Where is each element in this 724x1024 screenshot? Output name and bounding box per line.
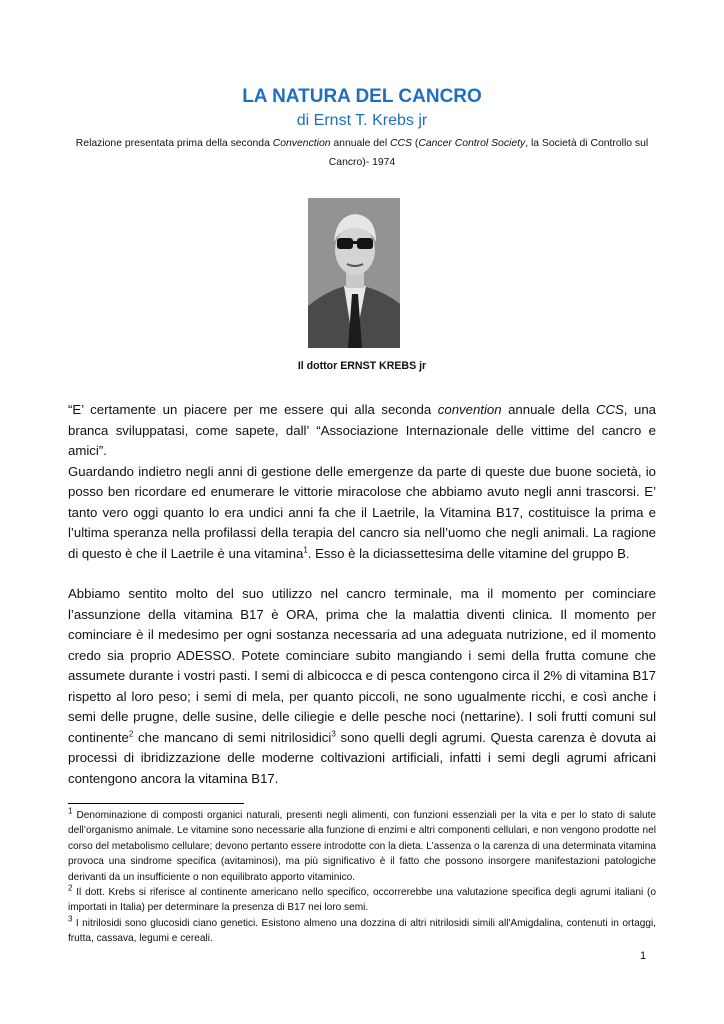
subtitle-text: annuale del [330,138,391,149]
footnote-text: Il dott. Krebs si riferisce al continente americano nello specifico, occorrerebbe una valutazione specifica degli agrumi italiani (o importati in Italia) per determinare la presenza di B17 nei loro semi. [68,887,656,914]
footnote-number: 3 [68,914,73,924]
document-subtitle [64,134,660,172]
text-run: sono quelli degli agrumi. Questa carenza è dovuta ai processi di ibridizzazione delle moderne coltivazioni artificiali, infatti i semi degli agrumi africani contengono ancora la vitamina B17. [68,729,657,786]
paragraph-2 [68,462,656,565]
footnote-ref-2[interactable]: 2 [128,729,134,739]
footnote-3 [68,916,656,947]
subtitle-ccs: CCS [390,138,412,149]
footnote-number: 2 [68,883,73,893]
footnote-text: Denominazione di composti organici naturali, presenti negli alimenti, con funzioni essenziali per la vita e per lo stato di salute dell’organismo animale. Le vitamine sono necessarie alla funzione di enzimi e altri componenti cellulari, e non vengono prodotte nel corso del metabolismo cellulare; devono pertanto essere introdotte con la dieta. L’assenza o la carenza di una determinata vitamina provoca una sindrome specifica (avitaminosi), ma più significativo è il fatto che possono insorgere manifestazioni patologiche derivanti da un insufficiente o non equilibrato apporto vitaminico. [68,810,656,883]
footnote-2 [68,885,656,916]
text-run: annuale della [501,402,596,417]
footnotes [68,808,656,947]
footnote-number: 1 [68,806,73,816]
document-title: LA NATURA DEL CANCRO [242,86,482,107]
page-number: 1 [640,950,647,962]
text-run: , una branca sviluppatasi, come sapete, dall’ “Associazione Internazionale delle vittime del cancro e amici”. [68,402,656,458]
subtitle-text: ( [411,138,419,149]
text-italic: convention [437,402,502,417]
paragraph-1 [68,400,656,462]
footnote-ref-3[interactable]: 3 [331,729,336,739]
text-run: Guardando indietro negli anni di gestione delle emergenze da parte di queste due buone società, io posso ben ricordare ed enumerare le vittorie miracolose che abbiamo avuto negli anni trascorsi. E’ tanto vero oggi quanto lo era undici anni fa che il Laetrile, la Vitamina B17, costituisce la prima e l’ultima speranza nella profilassi della terapia del cancro sia nell’uomo che negli animali. La ragione di questo è che il Laetrile è una vitamina [68,463,656,561]
text-run: “E’ certamente un piacere per me essere qui alla seconda [68,402,438,417]
text-run: . Esso è la diciassettesima delle vitamine del gruppo B. [307,545,630,561]
footnote-1 [68,808,656,885]
footnote-text: I nitrilosidi sono glucosidi ciano genetici. Esistono almeno una dozzina di altri nitrilosidi simili all'Amigdalina, contenuti in ortaggi, frutta, cassava, legumi e cereali. [68,917,656,945]
subtitle-text: Relazione presentata prima della seconda [75,138,273,149]
subtitle-text: , la Società di Controllo sul Cancro)- 1974 [328,138,649,168]
footnote-ref-1[interactable]: 1 [303,545,308,555]
main-text [68,400,656,789]
paragraph-3 [68,584,656,789]
photo-caption: Il dottor ERNST KREBS jr [297,360,427,372]
text-run: Abbiamo sentito molto del suo utilizzo nel cancro terminale, ma il momento per cominciare l’assunzione della vitamina B17 è ORA, prima che la malattia diventi clinica. Il momento per cominciare è il medesimo per ogni sostanza necessaria ad una adeguata nutrizione, ed il momento credo sia proprio ADESSO. Potete cominciare subito mangiando i semi della frutta comune che assumete durante i vostri pasti. I semi di albicocca e di pesca contengono circa il 2% di vitamina B17 rispetto al loro peso; i semi di mela, per quanto piccoli, ne sono ugualmente ricchi, e così anche i semi delle prugne, delle susine, delle ciliegie e delle pesche noci (nettarine). I soli frutti comuni sul continente [68,586,656,745]
portrait-photo [308,198,400,348]
text-run: che mancano di semi nitrilosidici [133,729,332,745]
text-italic: CCS [595,402,624,417]
document-author: di Ernst T. Krebs jr [296,112,428,129]
footnote-divider [68,803,244,804]
subtitle-convention: Convenction [272,138,331,149]
subtitle-ccs-full: Cancer Control Society [418,138,526,149]
